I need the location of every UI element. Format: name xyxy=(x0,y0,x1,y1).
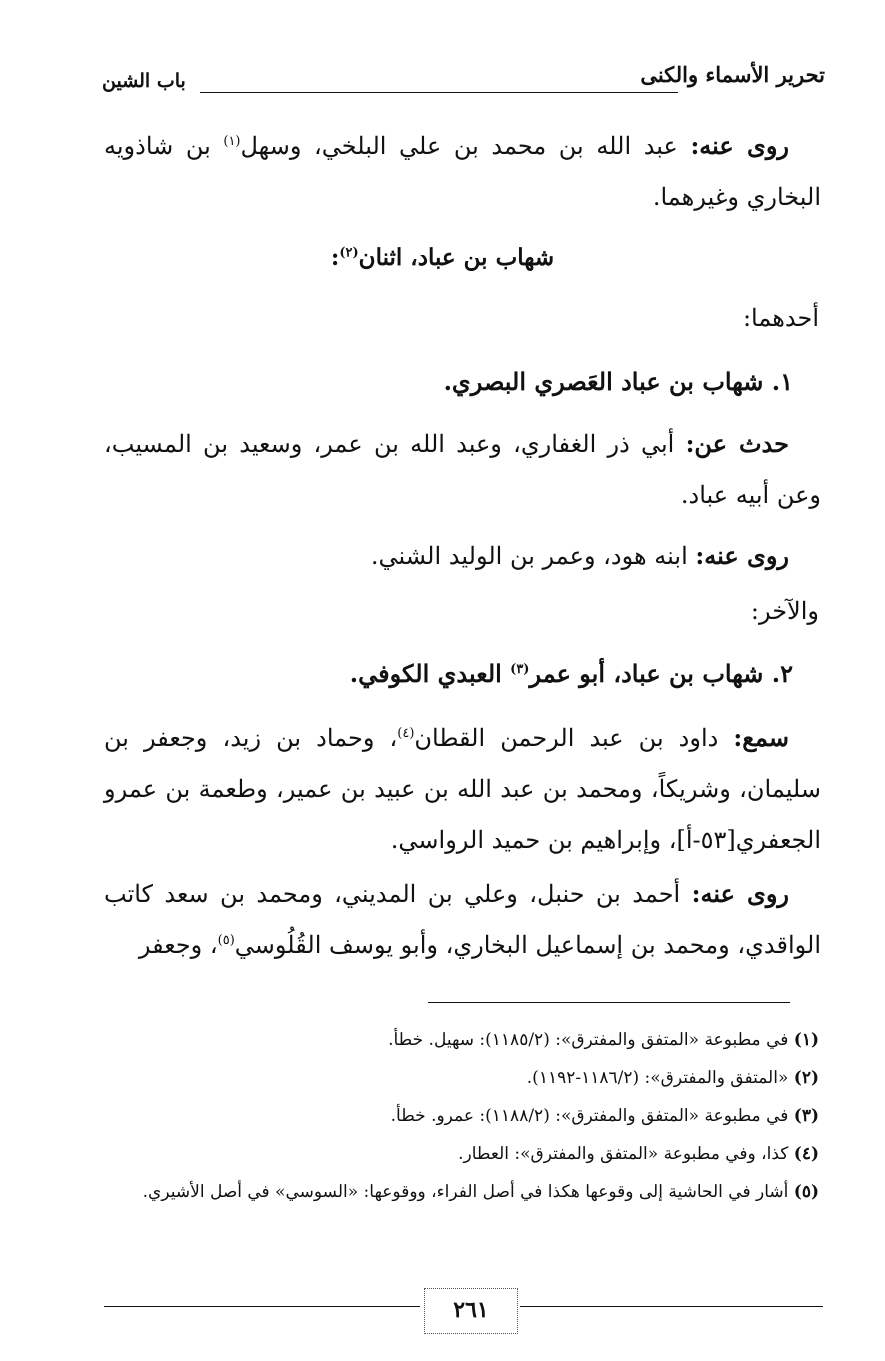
entry-2-title-1: ٢. شهاب بن عباد، أبو عمر xyxy=(529,659,793,688)
intro-lead: روى عنه: xyxy=(690,131,789,160)
section-heading-text: شهاب بن عباد، اثنان xyxy=(358,244,555,271)
entry-1-paragraph-1 xyxy=(104,418,821,521)
footnote-2-number: (٢) xyxy=(793,1068,819,1088)
entry-2-title-2: العبدي الكوفي. xyxy=(349,659,511,688)
footnote-5-text: أشار في الحاشية إلى وقوعها هكذا في أصل الفراء، ووقوعها: «السوسي» في أصل الأشيري. xyxy=(142,1182,794,1202)
footnote-4 xyxy=(107,1138,819,1170)
footnote-4-text: كذا، وفي مطبوعة «المتفق والمفترق»: العطار. xyxy=(458,1144,794,1164)
entry-2-p1-lead: سمع: xyxy=(733,723,789,752)
entry-2-p2-lead: روى عنه: xyxy=(691,879,789,908)
intro-text-1: عبد الله بن محمد بن علي البلخي، وسهل xyxy=(240,132,691,160)
section-heading xyxy=(0,232,885,283)
folio-rule-left xyxy=(104,1306,420,1307)
footnote-ref-4[interactable]: (٤) xyxy=(397,726,415,741)
footnote-rule xyxy=(428,1002,790,1003)
footnote-ref-3[interactable]: (٣) xyxy=(510,662,530,677)
entry-1-p2-lead: روى عنه: xyxy=(695,541,789,570)
section-heading-suffix: : xyxy=(330,244,340,271)
running-header-title: تحرير الأسماء والكنى xyxy=(640,62,825,87)
footnote-1-text: في مطبوعة «المتفق والمفترق»: (١١٨٥/٢): سهيل. خطأ. xyxy=(388,1030,794,1050)
footnote-1 xyxy=(107,1024,819,1056)
intro-text-2: بن شاذويه البخاري وغيرهما. xyxy=(104,132,821,211)
folio-rule-right xyxy=(520,1306,823,1307)
footnote-ref-2[interactable]: (٢) xyxy=(339,245,359,261)
entry-2-title xyxy=(350,648,793,699)
footnote-ref-1[interactable]: (١) xyxy=(223,134,241,149)
first-label: أحدهما: xyxy=(742,304,819,332)
footnote-1-number: (١) xyxy=(793,1030,819,1050)
entry-2-p2-text-2: ، وجعفر xyxy=(138,931,218,959)
page-number: ٢٦١ xyxy=(424,1288,518,1334)
footnote-4-number: (٤) xyxy=(793,1144,819,1164)
entry-1-p1-lead: حدث عن: xyxy=(685,429,789,458)
second-label: والآخر: xyxy=(750,597,819,625)
footnote-5 xyxy=(107,1176,819,1208)
entry-2-paragraph-2 xyxy=(104,868,821,971)
running-header-section: باب الشين xyxy=(102,70,186,92)
entry-2-p2-text-1: أحمد بن حنبل، وعلي بن المديني، ومحمد بن سعد كاتب الواقدي، ومحمد بن إسماعيل البخاري، وأبو يوسف القُلُوسي xyxy=(104,880,821,959)
footnote-3 xyxy=(107,1100,819,1132)
entry-1-paragraph-2 xyxy=(104,530,821,582)
entry-2-paragraph-1 xyxy=(104,712,821,866)
intro-paragraph xyxy=(104,120,821,223)
entry-1-p1-text: أبي ذر الغفاري، وعبد الله بن عمر، وسعيد بن المسيب، وعن أبيه عباد. xyxy=(104,430,821,509)
entry-1-title: ١. شهاب بن عباد العَصري البصري. xyxy=(443,367,793,396)
entry-1-p2-text: ابنه هود، وعمر بن الوليد الشني. xyxy=(370,542,696,570)
footnote-5-number: (٥) xyxy=(793,1182,819,1202)
footnote-3-number: (٣) xyxy=(793,1106,819,1126)
entry-2-p1-text-2: ، وحماد بن زيد، وجعفر بن سليمان، وشريكاً، ومحمد بن عبد الله بن عبيد بن عمير، وطعمة بن عمرو الجعفري[٥٣-أ]، وإبراهيم بن حميد الرواسي. xyxy=(104,724,821,854)
header-rule xyxy=(200,92,678,93)
footnote-ref-5[interactable]: (٥) xyxy=(217,933,235,948)
footnote-2 xyxy=(107,1062,819,1094)
entry-2-p1-text-1: داود بن عبد الرحمن القطان xyxy=(414,724,734,752)
footnote-3-text: في مطبوعة «المتفق والمفترق»: (١١٨٨/٢): عمرو. خطأ. xyxy=(390,1106,794,1126)
footnote-2-text: «المتفق والمفترق»: (١١٨٦/٢-١١٩٢). xyxy=(526,1068,794,1088)
